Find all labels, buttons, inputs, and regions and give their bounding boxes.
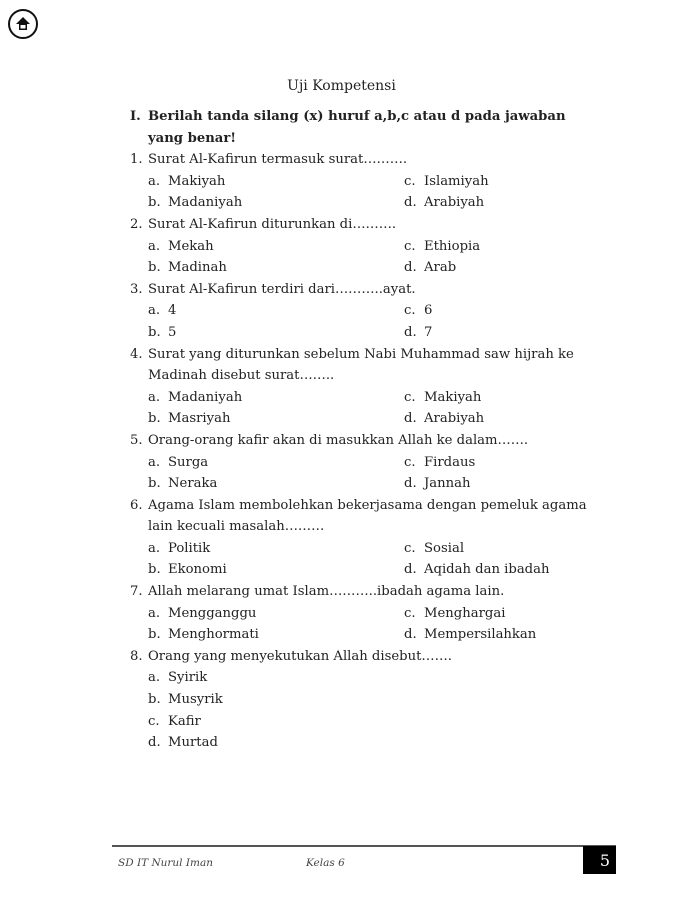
option-text: Jannah: [424, 476, 471, 492]
footer-class: Kelas 6: [306, 857, 345, 869]
question-stem: [130, 430, 590, 452]
option-text: 5: [168, 324, 177, 340]
answer-option: [404, 236, 604, 258]
answer-option: [404, 408, 604, 430]
answer-option: [148, 322, 404, 344]
option-text: Arab: [424, 260, 457, 276]
question-stem: [130, 279, 590, 301]
option-letter: d.: [404, 260, 417, 276]
option-letter: d.: [404, 562, 417, 578]
option-letter: b.: [148, 260, 161, 276]
answer-option: [404, 473, 604, 495]
question-item: [130, 149, 590, 214]
page-number: 5: [583, 846, 616, 874]
question-text: Orang-orang kafir akan di masukkan Allah ke dalam…….: [148, 432, 529, 448]
answer-option: [404, 300, 604, 322]
option-letter: a.: [148, 605, 161, 621]
question-number: 4.: [130, 346, 143, 362]
option-text: Surga: [168, 454, 209, 470]
question-item: [130, 214, 590, 279]
answer-option: [404, 603, 604, 625]
answer-option: [148, 387, 404, 409]
answer-option: [404, 559, 604, 581]
option-letter: a.: [148, 173, 161, 189]
option-letter: a.: [148, 454, 161, 470]
answer-option: [148, 624, 404, 646]
answer-option: [148, 689, 404, 711]
option-text: Politik: [168, 540, 211, 556]
option-text: 6: [424, 303, 433, 319]
option-letter: c.: [404, 540, 416, 556]
question-text: Surat Al-Kafirun termasuk surat……….: [148, 152, 408, 168]
option-text: 4: [168, 303, 177, 319]
option-letter: a.: [148, 389, 161, 405]
answer-option: [404, 538, 604, 560]
question-number: 7.: [130, 584, 143, 600]
option-letter: d.: [404, 411, 417, 427]
question-item: [130, 279, 590, 344]
answer-option: [404, 192, 604, 214]
option-text: Menghargai: [424, 605, 506, 621]
option-letter: a.: [148, 238, 161, 254]
option-letter: d.: [404, 476, 417, 492]
answer-option: [148, 732, 404, 754]
option-text: Mengganggu: [168, 605, 257, 621]
option-text: Arabiyah: [424, 411, 485, 427]
question-number: 2.: [130, 216, 143, 232]
option-letter: a.: [148, 303, 161, 319]
option-letter: a.: [148, 540, 161, 556]
answer-option: [404, 171, 604, 193]
option-text: Madaniyah: [168, 195, 243, 211]
question-number: 5.: [130, 432, 143, 448]
question-item: [130, 430, 590, 495]
question-item: [130, 495, 590, 581]
option-text: Musyrik: [168, 692, 223, 708]
option-letter: b.: [148, 692, 161, 708]
answer-options: [130, 300, 590, 343]
option-text: Islamiyah: [424, 173, 489, 189]
answer-option: [148, 257, 404, 279]
option-letter: c.: [404, 605, 416, 621]
question-stem: [130, 149, 590, 171]
answer-option: [148, 473, 404, 495]
page-title: Uji Kompetensi: [287, 78, 396, 94]
option-letter: d.: [404, 324, 417, 340]
answer-option: [148, 603, 404, 625]
option-letter: d.: [404, 195, 417, 211]
option-text: Menghormati: [168, 627, 259, 643]
question-stem: [130, 495, 590, 538]
option-letter: c.: [148, 713, 160, 729]
option-letter: b.: [148, 195, 161, 211]
option-text: Ekonomi: [168, 562, 227, 578]
option-letter: c.: [404, 303, 416, 319]
answer-option: [148, 667, 404, 689]
answer-option: [404, 387, 604, 409]
option-text: Firdaus: [424, 454, 476, 470]
option-text: Murtad: [168, 735, 218, 751]
option-letter: b.: [148, 476, 161, 492]
option-letter: b.: [148, 324, 161, 340]
answer-options: [130, 667, 590, 753]
option-text: Madinah: [168, 260, 227, 276]
question-stem: [130, 214, 590, 236]
option-letter: c.: [404, 389, 416, 405]
question-number: 1.: [130, 152, 143, 168]
section-number: I.: [130, 109, 141, 124]
question-number: 6.: [130, 497, 143, 513]
answer-option: [148, 559, 404, 581]
answer-option: [148, 236, 404, 258]
answer-option: [148, 192, 404, 214]
question-text: Surat yang diturunkan sebelum Nabi Muhammad saw hijrah ke Madinah disebut surat……..: [148, 346, 574, 384]
answer-option: [148, 171, 404, 193]
option-letter: c.: [404, 238, 416, 254]
question-text: Surat Al-Kafirun terdiri dari………..ayat.: [148, 281, 416, 297]
home-icon: [15, 16, 31, 32]
answer-option: [148, 711, 404, 733]
option-text: Aqidah dan ibadah: [424, 562, 550, 578]
question-number: 3.: [130, 281, 143, 297]
option-text: Mekah: [168, 238, 214, 254]
option-letter: d.: [148, 735, 161, 751]
answer-options: [130, 236, 590, 279]
answer-option: [404, 322, 604, 344]
option-letter: d.: [404, 627, 417, 643]
option-text: Arabiyah: [424, 195, 485, 211]
question-text: Surat Al-Kafirun diturunkan di……….: [148, 216, 397, 232]
answer-options: [130, 387, 590, 430]
answer-option: [404, 257, 604, 279]
section-instruction: [130, 106, 590, 149]
option-letter: c.: [404, 454, 416, 470]
question-text: Orang yang menyekutukan Allah disebut…….: [148, 648, 452, 664]
option-text: Mempersilahkan: [424, 627, 537, 643]
option-text: 7: [424, 324, 433, 340]
question-stem: [130, 344, 590, 387]
answer-option: [404, 452, 604, 474]
answer-option: [148, 300, 404, 322]
option-letter: b.: [148, 627, 161, 643]
question-item: [130, 344, 590, 430]
home-button[interactable]: [8, 9, 38, 39]
question-list: [130, 106, 590, 754]
instruction-text: Berilah tanda silang (x) huruf a,b,c atau d pada jawaban yang benar!: [148, 109, 566, 146]
option-text: Syirik: [168, 670, 208, 686]
option-text: Kafir: [168, 713, 201, 729]
option-letter: c.: [404, 173, 416, 189]
option-text: Masriyah: [168, 411, 231, 427]
answer-option: [148, 452, 404, 474]
option-text: Madaniyah: [168, 389, 243, 405]
question-item: [130, 581, 590, 646]
option-text: Ethiopia: [424, 238, 481, 254]
option-text: Makiyah: [168, 173, 226, 189]
answer-options: [130, 171, 590, 214]
answer-option: [148, 408, 404, 430]
question-stem: [130, 646, 590, 668]
option-letter: b.: [148, 562, 161, 578]
option-text: Sosial: [424, 540, 465, 556]
question-number: 8.: [130, 648, 143, 664]
option-letter: a.: [148, 670, 161, 686]
question-text: Agama Islam membolehkan bekerjasama dengan pemeluk agama lain kecuali masalah………: [148, 497, 587, 535]
question-stem: [130, 581, 590, 603]
question-item: [130, 646, 590, 754]
question-text: Allah melarang umat Islam………..ibadah agama lain.: [148, 584, 505, 600]
option-text: Neraka: [168, 476, 218, 492]
option-letter: b.: [148, 411, 161, 427]
answer-option: [148, 538, 404, 560]
footer-school: SD IT Nurul Iman: [118, 857, 213, 869]
footer-divider: [112, 845, 616, 847]
answer-options: [130, 538, 590, 581]
answer-options: [130, 603, 590, 646]
answer-options: [130, 452, 590, 495]
answer-option: [404, 624, 604, 646]
option-text: Makiyah: [424, 389, 482, 405]
